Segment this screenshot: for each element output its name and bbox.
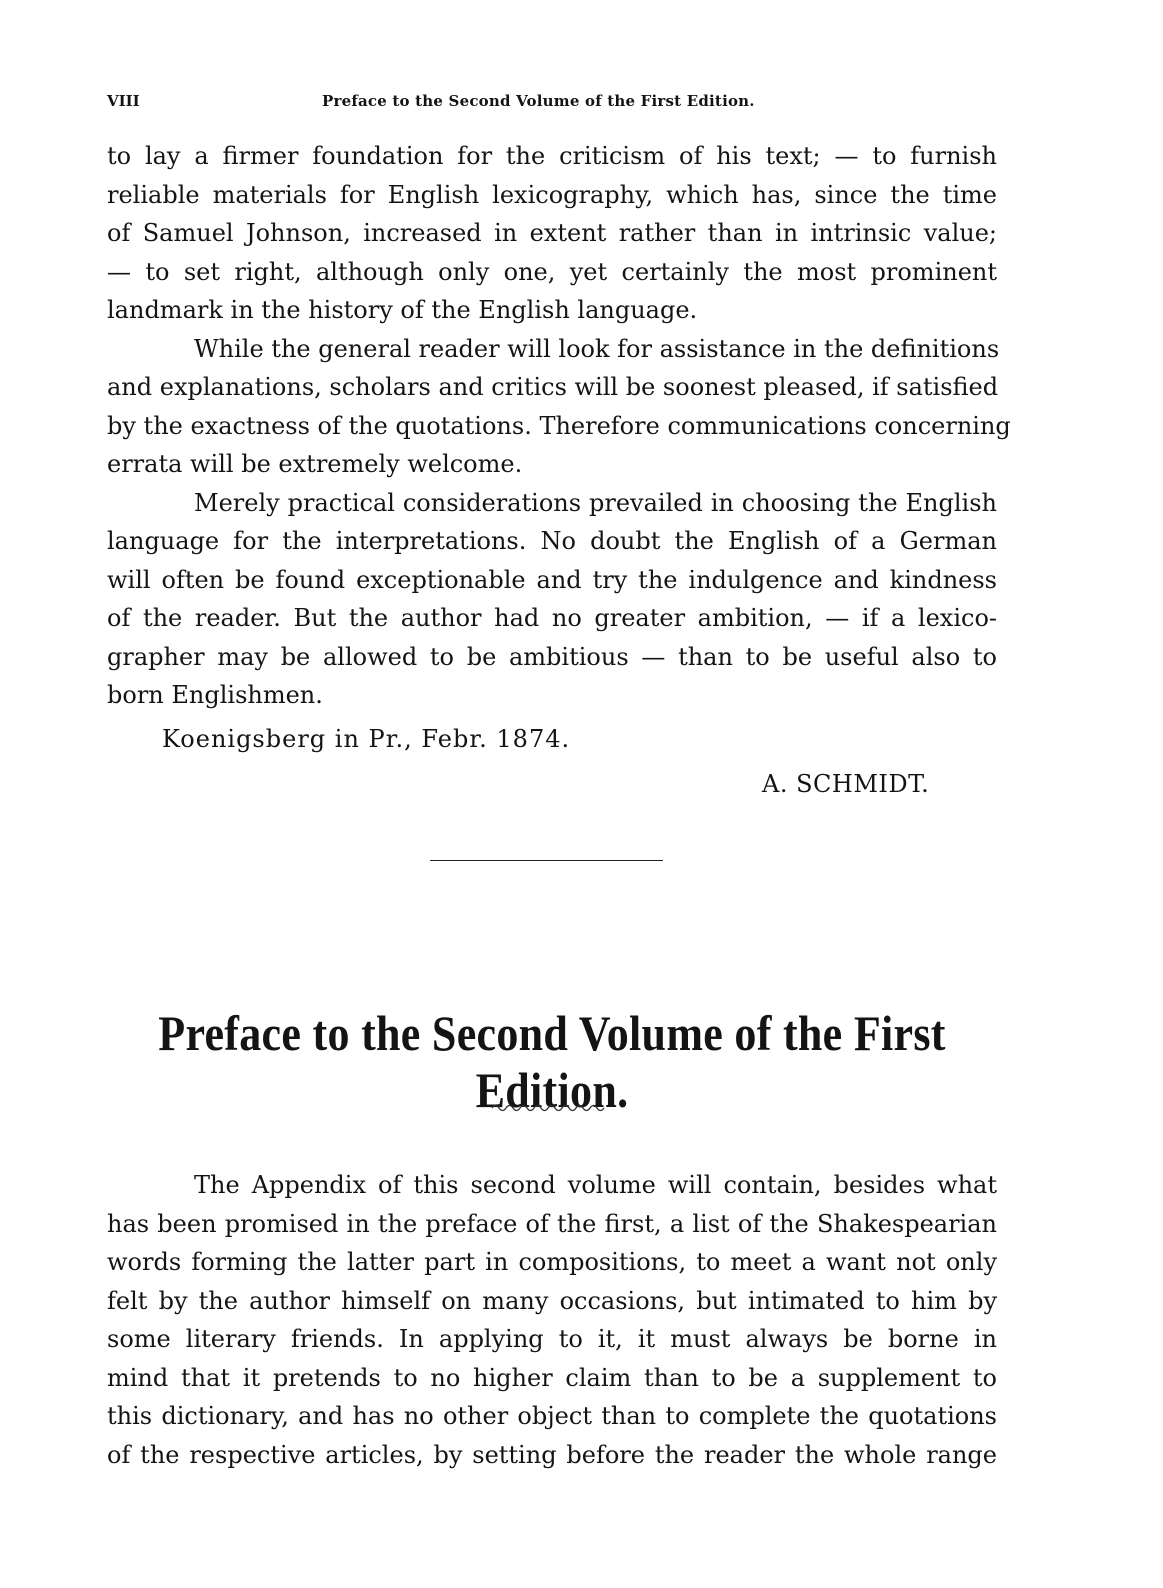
text-line: will often be found exceptionable and try the indulgence and kindness [107, 565, 997, 594]
text-line: born Englishmen. [107, 681, 323, 709]
text-line: this dictionary, and has no other object than to complete the quotations [107, 1402, 997, 1430]
text-line: While the general reader will look for assistance in the definitions [194, 334, 1000, 363]
page-number: VIII [107, 92, 140, 110]
text-line: and explanations, scholars and critics will be soonest pleased, if satisfied [107, 373, 999, 401]
signature: A. SCHMIDT. [762, 770, 930, 798]
text-line: language for the interpretations. No doubt the English of a German [107, 527, 997, 555]
text-line: of the reader. But the author had no greater ambition, — if a lexico- [107, 604, 997, 632]
wavy-ornament [490, 1101, 610, 1115]
running-head [107, 88, 997, 112]
text-line: — to set right, although only one, yet certainly the most prominent [107, 257, 997, 286]
text-line: by the exactness of the quotations. Therefore communications concerning [107, 411, 1011, 440]
section-body-text [107, 1166, 997, 1474]
text-line: mind that it pretends to no higher claim than to be a supplement to [107, 1363, 997, 1392]
text-line: words forming the latter part in compositions, to meet a want not only [107, 1248, 997, 1276]
text-line: of Samuel Johnson, increased in extent rather than in intrinsic value; [107, 219, 997, 247]
text-line: Merely practical considerations prevailed in choosing the English [194, 488, 997, 517]
text-line: errata will be extremely welcome. [107, 450, 523, 478]
text-line: reliable materials for English lexicography, which has, since the time [107, 180, 997, 209]
text-line: of the respective articles, by setting before the reader the whole range [107, 1440, 997, 1469]
text-line: felt by the author himself on many occasions, but intimated to him by [107, 1286, 997, 1315]
text-line: to lay a firmer foundation for the criticism of his text; — to furnish [107, 142, 997, 170]
text-line: landmark in the history of the English language. [107, 296, 698, 324]
running-title: Preface to the Second Volume of the First Edition. [322, 92, 755, 110]
text-line: some literary friends. In applying to it, it must always be borne in [107, 1325, 997, 1353]
preface-end-text [107, 137, 1011, 715]
section-divider [430, 860, 663, 861]
dateline: Koenigsberg in Pr., Febr. 1874. [162, 725, 571, 753]
section-title: Preface to the Second Volume of the First Edition. [158, 1006, 946, 1119]
text-line: The Appendix of this second volume will contain, besides what [194, 1171, 997, 1199]
text-line: grapher may be allowed to be ambitious — than to be useful also to [107, 642, 997, 671]
text-line: has been promised in the preface of the first, a list of the Shakespearian [107, 1209, 997, 1238]
